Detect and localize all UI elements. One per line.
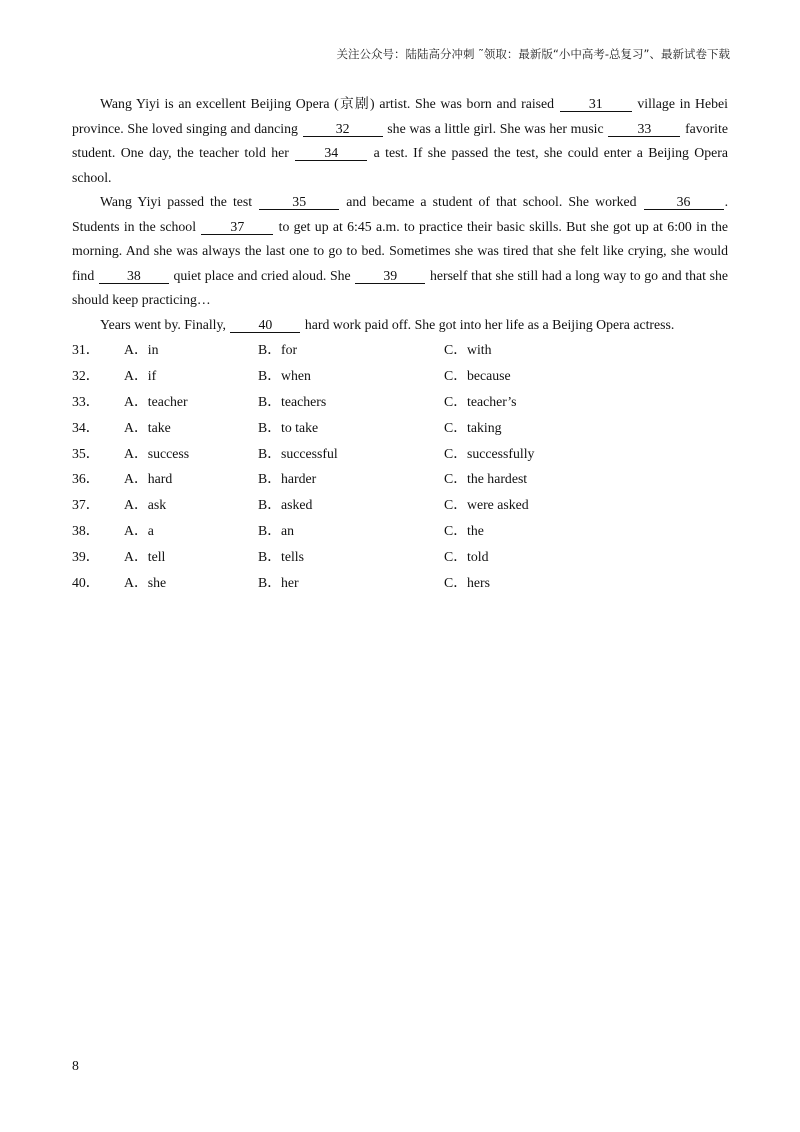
blank-40: 40	[230, 317, 300, 333]
question-number: 35．	[72, 445, 100, 461]
option-c: C．teacher’s	[444, 393, 517, 409]
paragraph-3	[72, 313, 728, 338]
option-c: C．hers	[444, 575, 490, 591]
blank-35: 35	[259, 194, 339, 210]
option-b: B．when	[258, 367, 311, 383]
passage-text: Wang Yiyi is an excellent Beijing Opera (京剧) artist. She was born and raised	[100, 96, 559, 111]
question-number: 40．	[72, 575, 100, 591]
option-c: C．the	[444, 523, 484, 539]
passage-text: to get up at 6:45 a.m. to practice their basic skills. But she got up at 6:00 in the morning. And she was always the last one to go to bed. Sometimes she was tired that she felt like crying, she would find	[72, 218, 728, 283]
paragraph-1	[72, 92, 728, 190]
option-b: B．for	[258, 342, 298, 357]
question-number: 37．	[72, 497, 100, 513]
blank-33: 33	[608, 121, 680, 137]
option-b: B．harder	[258, 471, 317, 487]
option-c: C．because	[444, 367, 511, 383]
option-b: B．to take	[258, 419, 319, 435]
passage-text: favorite student. One day, the teacher told her	[72, 120, 728, 160]
passage-text: village in Hebei province. She loved singing and dancing	[72, 96, 728, 136]
option-a: A．take	[124, 419, 171, 435]
option-a: A．success	[124, 445, 190, 461]
option-a: A．in	[124, 342, 159, 357]
question-number: 38．	[72, 523, 100, 539]
option-b: B．successful	[258, 445, 338, 461]
question-number: 36．	[72, 471, 100, 487]
option-b: B．her	[258, 575, 299, 591]
option-c: C．the hardest	[444, 471, 528, 487]
cloze-passage	[72, 92, 728, 337]
blank-34: 34	[295, 145, 367, 161]
question-number: 33．	[72, 393, 100, 409]
paragraph-2	[72, 190, 728, 313]
passage-text: a test. If she passed the test, she could enter a Beijing Opera school.	[72, 145, 728, 185]
blank-36: 36	[644, 194, 724, 210]
option-a: A．if	[124, 367, 157, 383]
page-number: 8	[72, 1058, 79, 1073]
option-b: B．teachers	[258, 393, 327, 409]
option-b: B．an	[258, 523, 295, 539]
blank-37: 37	[201, 219, 273, 235]
passage-text: and became a student of that school. She worked	[340, 194, 643, 209]
option-a: A．she	[124, 575, 167, 591]
passage-text: hard work paid off. She got into her life as a Beijing Opera actress.	[301, 316, 675, 332]
blank-38: 38	[99, 268, 169, 284]
blank-39: 39	[355, 268, 425, 284]
option-c: C．told	[444, 549, 489, 565]
question-number: 34．	[72, 419, 100, 435]
question-number: 39．	[72, 549, 100, 565]
option-c: C．successfully	[444, 445, 535, 461]
option-a: A．a	[124, 523, 154, 539]
blank-31: 31	[560, 96, 632, 112]
passage-text: Years went by. Finally,	[100, 316, 230, 332]
option-b: B．asked	[258, 497, 313, 513]
passage-text: quiet place and cried aloud. She	[169, 267, 355, 283]
passage-text: . Students in the school	[72, 194, 729, 234]
question-number: 32．	[72, 367, 100, 383]
option-a: A．tell	[124, 549, 166, 565]
passage-text: she was a little girl. She was her music	[383, 120, 608, 136]
page-header: 关注公众号：陆陆高分冲刺 ˜领取：最新版“小中高考-总复习”、最新试卷下载	[336, 47, 730, 61]
question-number: 31．	[72, 342, 100, 357]
option-a: A．ask	[124, 497, 167, 513]
option-c: C．with	[444, 342, 492, 357]
passage-text: herself that she still had a long way to go and that she should keep practicing…	[72, 267, 728, 307]
passage-text: Wang Yiyi passed the test	[100, 194, 259, 209]
option-a: A．hard	[124, 471, 173, 487]
blank-32: 32	[303, 121, 383, 137]
option-a: A．teacher	[124, 393, 188, 409]
option-c: C．taking	[444, 419, 502, 435]
option-c: C．were asked	[444, 497, 529, 513]
option-b: B．tells	[258, 549, 304, 565]
